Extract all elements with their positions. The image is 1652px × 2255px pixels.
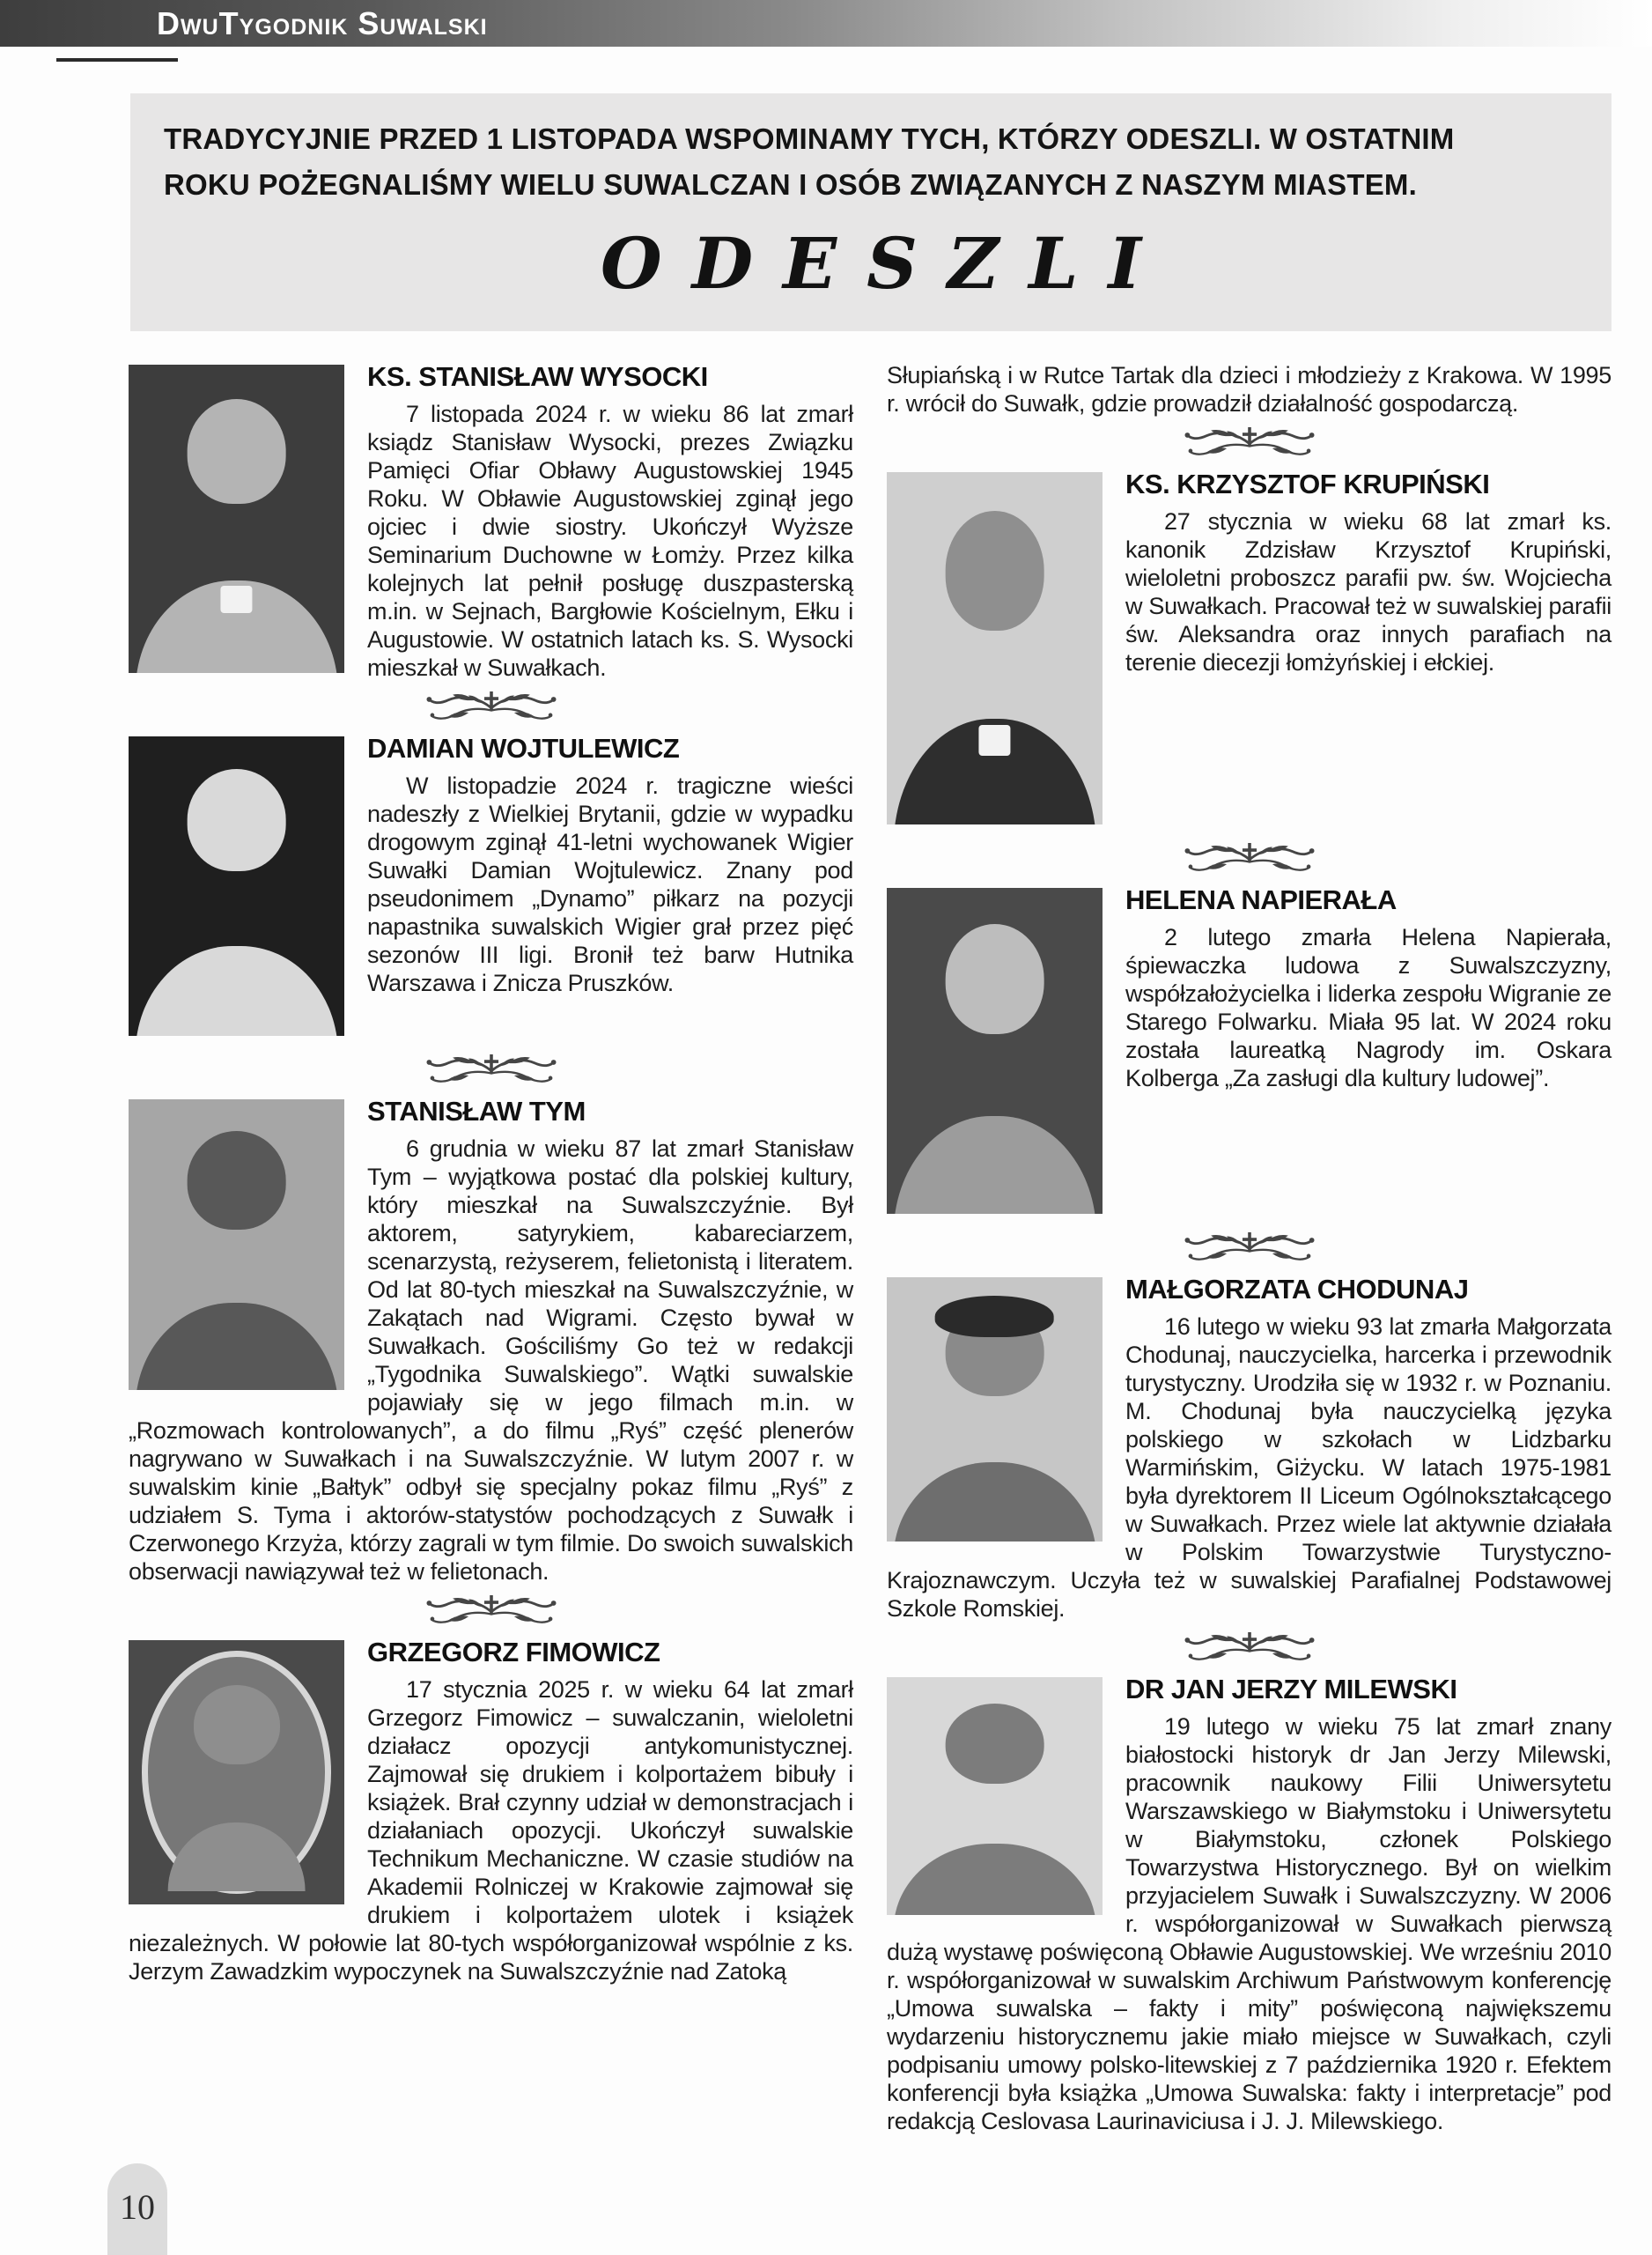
obituary-name: MAŁGORZATA CHODUNAJ [1125,1274,1469,1305]
divider-ornament [887,1631,1611,1663]
portrait-torso-silhouette [135,580,337,673]
portrait-head-silhouette [187,399,286,504]
obituary-name: KS. KRZYSZTOF KRUPIŃSKI [1125,469,1490,499]
obituary-name: DAMIAN WOJTULEWICZ [367,733,680,764]
obituary-wysocki [129,361,853,682]
portrait-torso-silhouette [135,946,337,1036]
photo-dr-jan-jerzy-milewski [887,1677,1103,1915]
page-number-tab [107,2163,167,2255]
obituary-fimowicz [129,1637,853,1985]
floral-cross-divider-icon [424,691,558,722]
portrait-torso-silhouette [135,1303,337,1390]
obituary-text: W listopadzie 2024 r. tragiczne wieści nadeszły z Wielkiej Brytanii, gdzie w wypadku drogowym zginął 41-letni wychowanek Wigier Suwałki Damian Wojtulewicz. Znany pod pseudonimem „Dynamo” piłkarz na pozycji napastnika suwalskich Wigier grał przez pięć sezonów III ligi. Bronił też barw Hutnika Warszawa i Znicza Pruszków. [367,773,853,996]
floral-cross-divider-icon [1183,426,1316,458]
divider-ornament [129,1054,853,1085]
newspaper-brand: DwuTygodnik Suwalski [157,5,488,41]
obituary-milewski [887,1674,1611,2135]
portrait-torso-silhouette [893,719,1095,824]
section-title: ODESZLI [601,222,1171,305]
portrait-head-silhouette [187,769,286,871]
obituary-chodunaj [887,1274,1611,1623]
photo-ks-krzysztof-krupinski [887,472,1103,824]
portrait-head-silhouette [945,924,1044,1035]
portrait-torso-silhouette [893,1462,1095,1542]
obituary-text: 6 grudnia w wieku 87 lat zmarł Stanisław Tym – wyjątkowa postać dla polskiej kultury, który mieszkał na Suwalszczyźnie. Był aktorem, satyrykiem, kabareciarzem, scenarzystą, reżyserem, felietonistą i literatem. Od lat 80-tych mieszkał na Suwalszczyźnie, w Zakątach nad Wigrami. Często bywał w Suwałkach. Gościliśmy Go też w redakcji „Tygodnika Suwalskiego”. Wątki suwalskie pojawiały się w jego filmach m.in. w „Rozmowach kontrolowanych”, a do filmu „Ryś” część plenerów nagrywano w Suwałkach i na Suwalszczyźnie. W lutym 2007 r. w suwalskim kinie „Bałtyk” odbył się specjalny pokaz filmu „Ryś” z udziałem S. Tyma i aktorów-statystów pochodzących z Suwałk i Czerwonego Krzyża, którzy zagrali w tym filmie. Do swoich suwalskich obserwacji nawiązywał też w felietonach. [129,1135,853,1585]
floral-cross-divider-icon [1183,1631,1316,1663]
divider-ornament [129,691,853,722]
portrait-head-silhouette [945,511,1044,631]
obituary-columns [129,361,1611,2135]
portrait-torso-silhouette [893,1844,1095,1915]
photo-grzegorz-fimowicz [129,1640,344,1904]
obituary-text: 2 lutego zmarła Helena Napierała, śpiewaczka ludowa z Suwalszczyzny, współzałożycielka i liderka zespołu Wigranie ze Starego Folwarku. Miała 95 lat. W 2024 roku została laureatką Nagrody im. Oskara Kolberga „Za zasługi dla kultury ludowej”. [1125,924,1611,1091]
photo-damian-wojtulewicz [129,736,344,1036]
masthead-bar [0,0,1652,47]
intro-box [130,93,1611,331]
portrait-torso-silhouette [893,1116,1095,1214]
divider-ornament [887,842,1611,874]
obituary-name: HELENA NAPIERAŁA [1125,884,1397,915]
obituary-tym [129,1096,853,1586]
floral-cross-divider-icon [1183,842,1316,874]
divider-ornament [887,1231,1611,1263]
date-underline [56,58,178,62]
right-column [887,361,1611,2135]
divider-ornament [129,1594,853,1626]
obituary-text: 16 lutego w wieku 93 lat zmarła Małgorzata Chodunaj, nauczycielka, harcerka i przewodnik turystyczny. Urodziła się w 1932 r. w Poznaniu. M. Chodunaj była nauczycielką języka polskiego w szkołach w Lidzbarku Warmińskim, Giżycku. W latach 1975-1981 była dyrektorem II Liceum Ogólnokształcącego w Suwałkach. Przez wiele lat aktywnie działała w Polskim Towarzystwie Turystyczno-Krajoznawczym. Uczyła też w suwalskiej Parafialnej Podstawowej Szkole Romskiej. [887,1313,1611,1622]
divider-ornament [887,426,1611,458]
left-column [129,361,853,1985]
portrait-head-silhouette [194,1685,280,1764]
obituary-name: KS. STANISŁAW WYSOCKI [367,361,708,392]
floral-cross-divider-icon [424,1594,558,1626]
fimowicz-continuation-text: Słupiańską i w Rutce Tartak dla dzieci i młodzieży z Krakowa. W 1995 r. wrócił do Suwałk, gdzie prowadził działalność gospodarczą. [887,362,1611,417]
photo-ks-stanislaw-wysocki [129,365,344,673]
portrait-head-silhouette [945,1306,1044,1396]
obituary-name: STANISŁAW TYM [367,1096,586,1127]
obituary-text: 27 stycznia w wieku 68 lat zmarł ks. kanonik Zdzisław Krzysztof Krupiński, wieloletni proboszcz parafii pw. św. Wojciecha w Suwałkach. Pracował też w suwalskiej parafii św. Aleksandra oraz innych parafiach na terenie diecezji łomżyńskiej i ełckiej. [1125,508,1611,676]
portrait-head-silhouette [187,1131,286,1230]
obituary-text: 17 stycznia 2025 r. w wieku 64 lat zmarł Grzegorz Fimowicz – suwalczanin, wieloletni działacz opozycji antykomunistycznej. Zajmował się drukiem i kolportażem bibuły i książek. Brał czynny udział w demonstracjach i działaniach opozycji. Ukończył suwalskie Technikum Mechaniczne. W czasie studiów na Akademii Rolniczej w Krakowie zajmował się drukiem i kolportażem ulotek i książek niezależnych. W połowie lat 80-tych współorganizował wspólnie z ks. Jerzym Zawadzkim wypoczynek na Suwalszczyźnie nad Zatoką [129,1676,853,1985]
intro-line-2: ROKU POŻEGNALIŚMY WIELU SUWALCZAN I OSÓB ZWIĄZANYCH Z NASZYM MIASTEM. [164,168,1417,201]
photo-malgorzata-chodunaj [887,1277,1103,1542]
obituary-name: DR JAN JERZY MILEWSKI [1125,1674,1457,1704]
obituary-krupinski [887,469,1611,833]
obituary-name: GRZEGORZ FIMOWICZ [367,1637,660,1667]
floral-cross-divider-icon [424,1054,558,1085]
portrait-head-silhouette [945,1704,1044,1785]
intro-line-1: TRADYCYJNIE PRZED 1 LISTOPADA WSPOMINAMY TYCH, KTÓRZY ODESZLI. W OSTATNIM [164,122,1455,155]
photo-stanislaw-tym [129,1099,344,1390]
floral-cross-divider-icon [1183,1231,1316,1263]
page-number: 10 [120,2187,155,2227]
photo-helena-napierala [887,888,1103,1214]
obituary-text: 7 listopada 2024 r. w wieku 86 lat zmarł ksiądz Stanisław Wysocki, prezes Związku Pamięci Ofiar Obławy Augustowskiej 1945 Roku. W Obławie Augustowskiej zginął jego ojciec i dwie siostry. Ukończył Wyższe Seminarium Duchowne w Łomży. Przez kilka kolejnych lat pełnił posługę duszpasterską m.in. w Sejnach, Bargłowie Kościelnym, Ełku i Augustowie. W ostatnich latach ks. S. Wysocki mieszkał w Suwałkach. [367,401,853,681]
portrait-torso-silhouette [167,1822,306,1891]
obituary-napierala [887,884,1611,1223]
obituary-wojtulewicz [129,733,853,1045]
obituary-text: 19 lutego w wieku 75 lat zmarł znany białostocki historyk dr Jan Jerzy Milewski, pracownik naukowy Filii Uniwersytetu Warszawskiego w Białymstoku i Uniwersytetu w Białymstoku, członek Polskiego Towarzystwa Historycznego. Był on wielkim przyjacielem Suwałk i Suwalszczyzny. W 2006 r. współorganizował w Suwałkach pierwszą dużą wystawę poświęconą Obławie Augustowskiej. We wrześniu 2010 r. współorganizował w suwalskim Archiwum Państwowym konferencję „Umowa suwalska – fakty i mity” poświęconą największemu wydarzeniu historycznemu jakie miało miejsce w Suwałkach, czyli podpisaniu umowy polsko-litewskiej z 7 października 1920 r. Efektem konferencji była książka „Umowa Suwalska: fakty i interpretacje” pod redakcją Ceslovasa Laurinaviciusa i J. J. Milewskiego. [887,1713,1611,2134]
